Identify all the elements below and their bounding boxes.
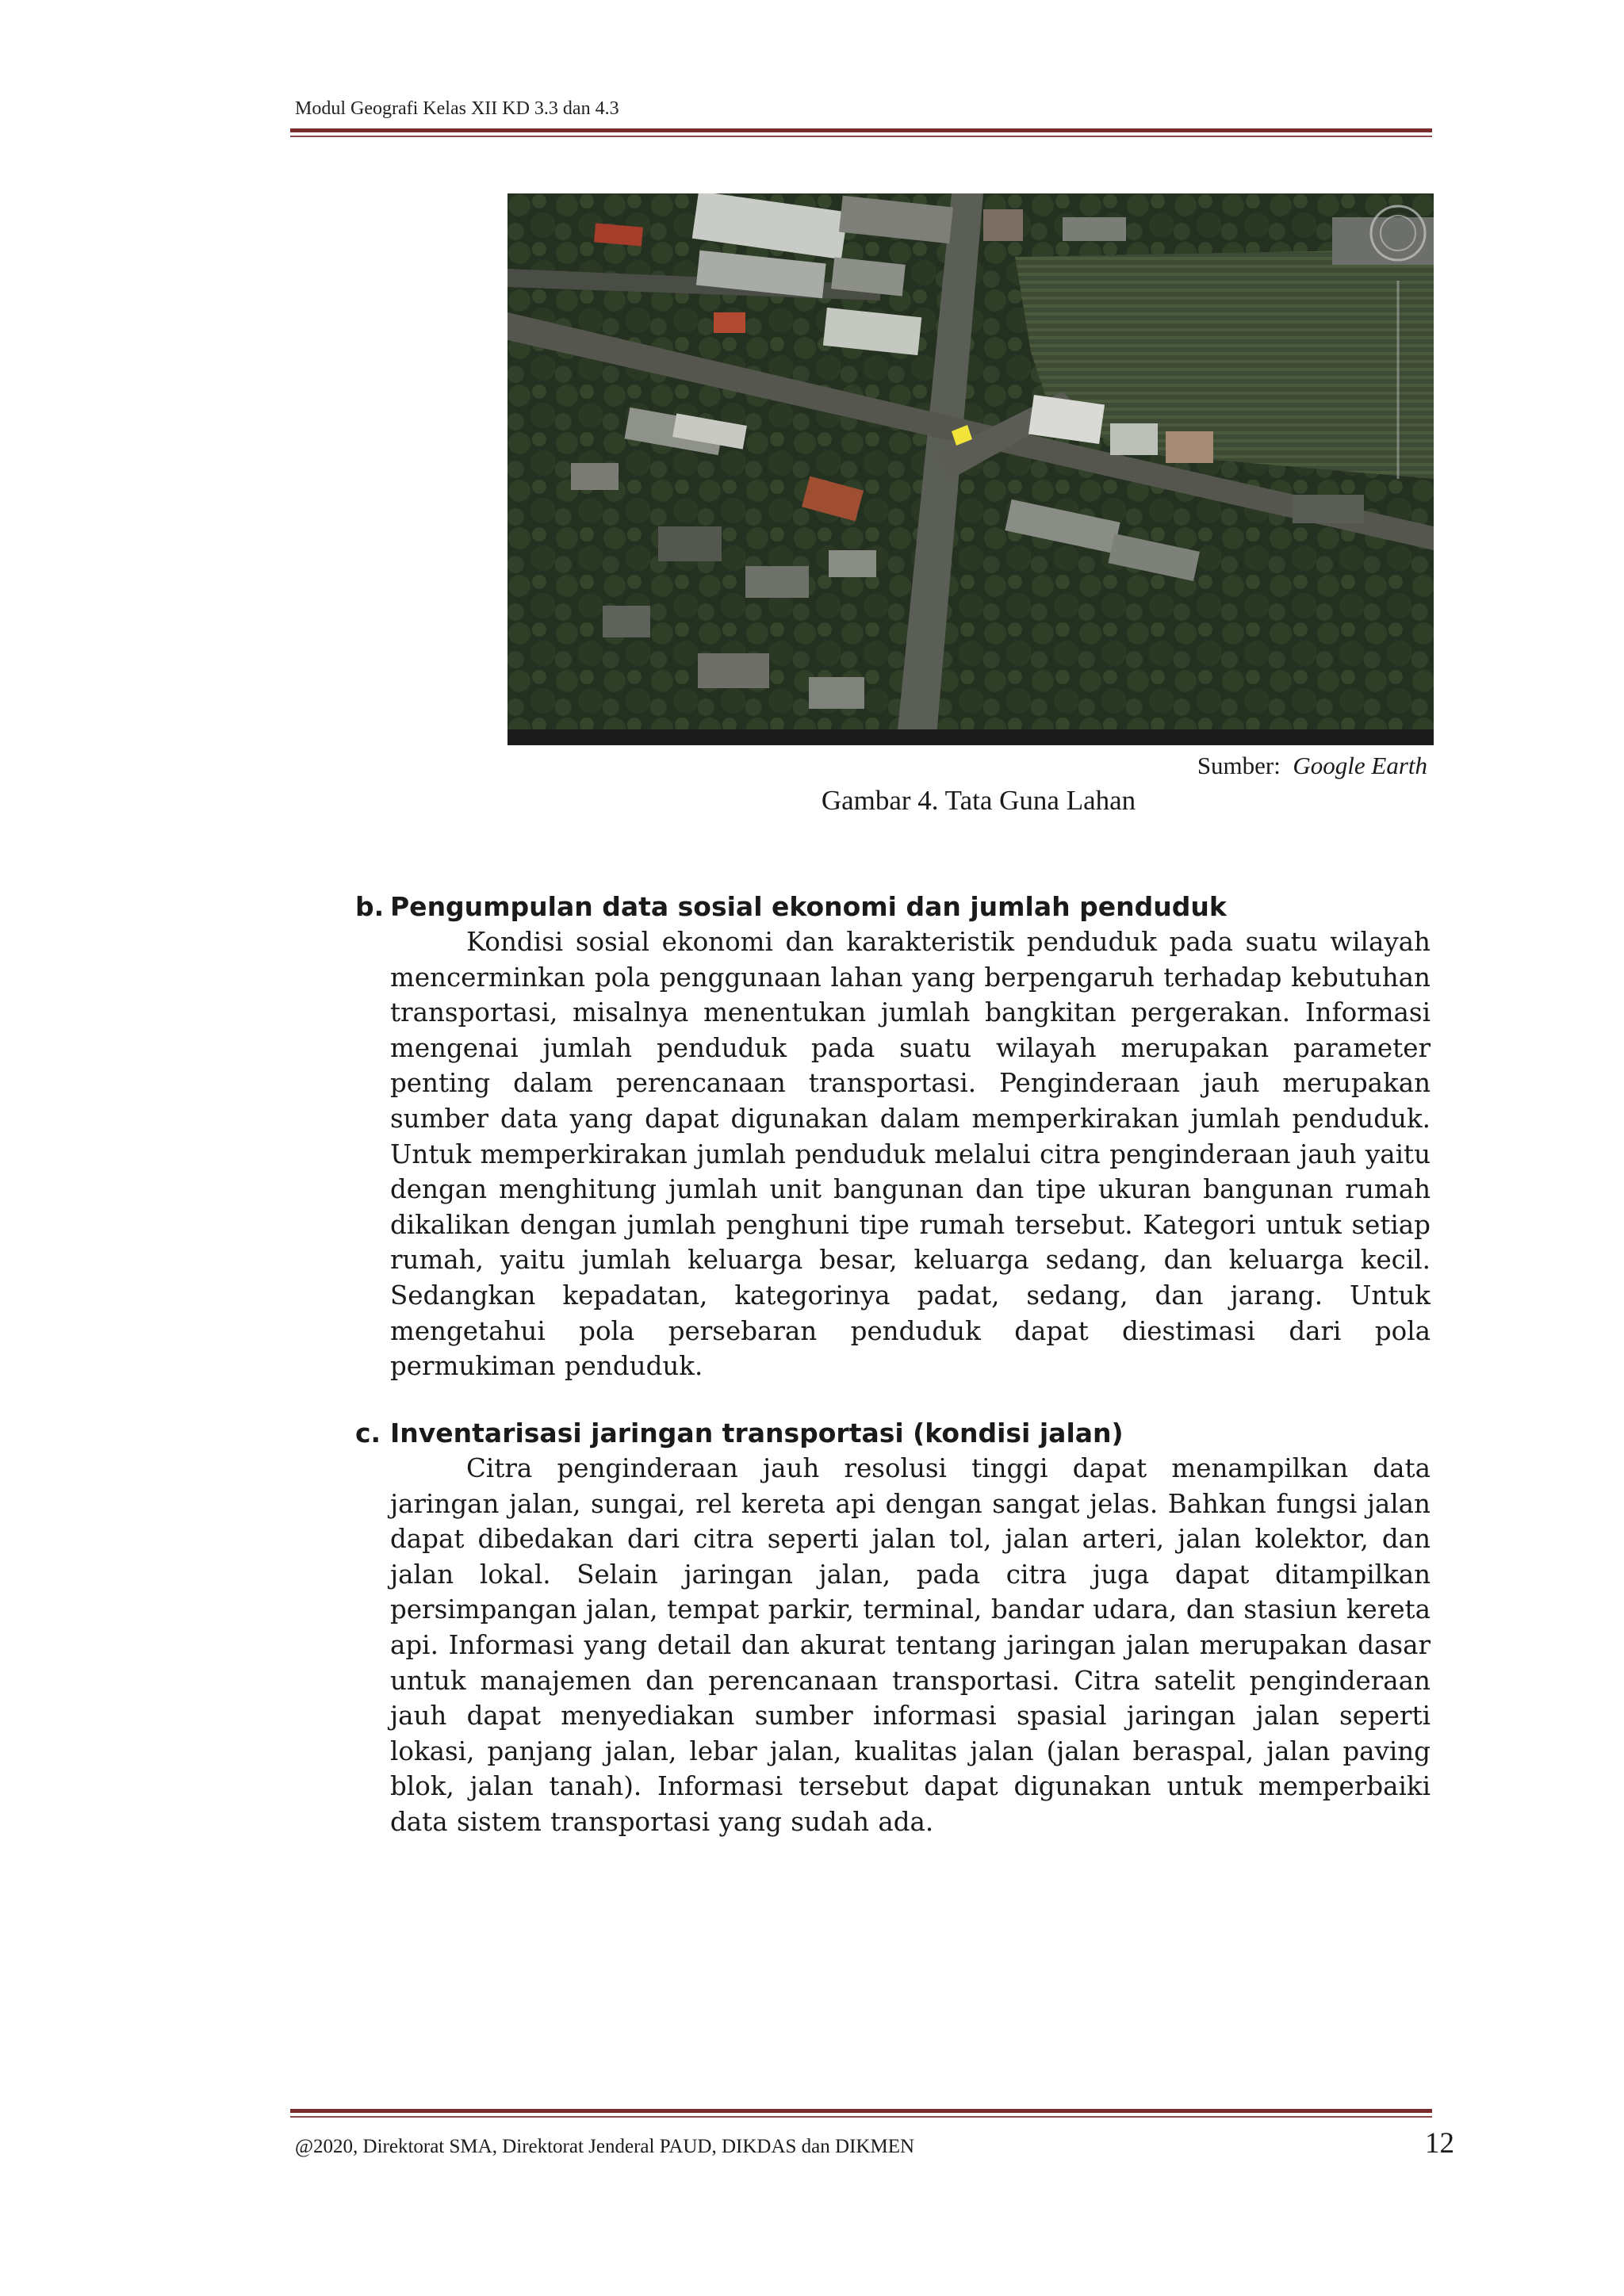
- figure-source: [1197, 752, 1427, 780]
- figure-caption: Gambar 4. Tata Guna Lahan: [821, 785, 1136, 816]
- section-marker: b.: [355, 891, 385, 922]
- header-rule: [290, 128, 1432, 132]
- section-heading: [355, 890, 1396, 924]
- section-c: [355, 1416, 1431, 1840]
- section-heading: [355, 1416, 1396, 1451]
- running-header: Modul Geografi Kelas XII KD 3.3 dan 4.3: [295, 98, 619, 119]
- section-marker: c.: [355, 1418, 381, 1448]
- section-b: [355, 890, 1431, 1384]
- section-title: Inventarisasi jaringan transportasi (kondisi jalan): [390, 1418, 1124, 1448]
- section-body: Kondisi sosial ekonomi dan karakteristik penduduk pada suatu wilayah mencerminkan pola penggunaan lahan yang berpengaruh terhadap kebutuhan transportasi, misalnya menentukan jumlah bangkitan pergerakan. Informasi mengenai jumlah penduduk pada suatu wilayah merupakan parameter penting dalam perencanaan transportasi. Penginderaan jauh merupakan sumber data yang dapat digunakan dalam memperkirakan jumlah penduduk. Untuk memperkirakan jumlah penduduk melalui citra penginderaan jauh yaitu dengan menghitung jumlah unit bangunan dan tipe ukuran bangunan rumah dikalikan dengan jumlah penghuni tipe rumah tersebut. Kategori untuk setiap rumah, yaitu jumlah keluarga besar, keluarga sedang, dan keluarga kecil. Sedangkan kepadatan, kategorinya padat, sedang, dan jarang. Untuk mengetahui pola persebaran penduduk dapat diestimasi dari pola permukiman penduduk.: [390, 927, 1431, 1382]
- section-body: Citra penginderaan jauh resolusi tinggi dapat menampilkan data jaringan jalan, sungai, rel kereta api dengan sangat jelas. Bahkan fungsi jalan dapat dibedakan dari citra seperti jalan tol, jalan arteri, jalan kolektor, dan jalan lokal. Selain jaringan jalan, pada citra juga dapat ditampilkan persimpangan jalan, tempat parkir, terminal, bandar udara, dan stasiun kereta api. Informasi yang detail dan akurat tentang jaringan jalan merupakan dasar untuk manajemen dan perencanaan transportasi. Citra satelit penginderaan jauh dapat menyediakan sumber informasi spasial jaringan jalan seperti lokasi, panjang jalan, lebar jalan, kualitas jalan (jalan beraspal, jalan paving blok, jalan tanah). Informasi tersebut dapat digunakan untuk memperbaiki data sistem transportasi yang sudah ada.: [390, 1453, 1431, 1837]
- section-title: Pengumpulan data sosial ekonomi dan jumlah penduduk: [390, 891, 1227, 922]
- satellite-image: [508, 193, 1434, 745]
- header-rule-thin: [290, 136, 1432, 137]
- page-number: 12: [1425, 2127, 1454, 2160]
- source-name: Google Earth: [1293, 752, 1427, 779]
- source-label: Sumber:: [1197, 752, 1281, 779]
- footer-rule-thin: [290, 2116, 1432, 2118]
- footer-rule: [290, 2109, 1432, 2113]
- footer-credit: @2020, Direktorat SMA, Direktorat Jenderal PAUD, DIKDAS dan DIKMEN: [295, 2136, 915, 2157]
